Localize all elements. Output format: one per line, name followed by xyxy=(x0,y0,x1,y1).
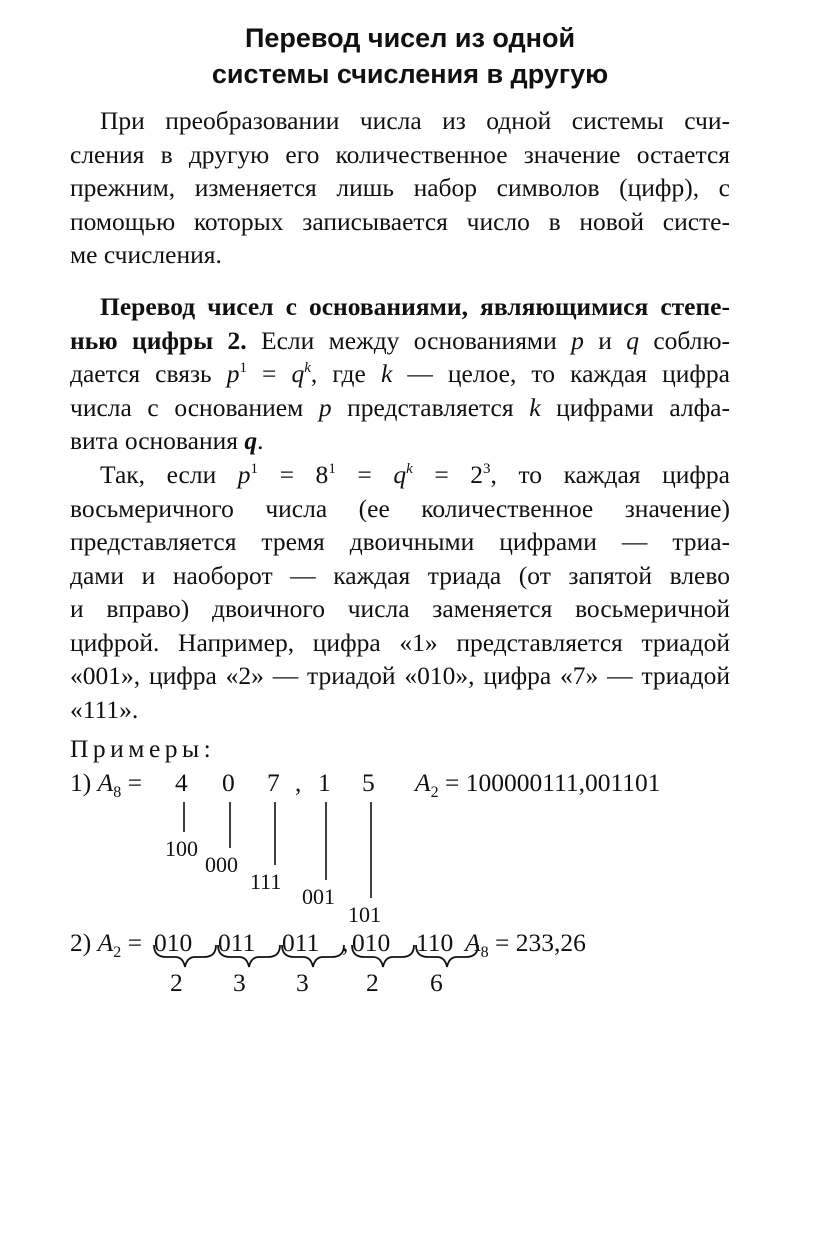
binary-triad: 101 xyxy=(348,902,381,927)
intro-line-1: При преобразовании числа из одной системы счи- xyxy=(100,106,730,135)
octal-digit: 1 xyxy=(318,768,331,797)
section-paragraph: Перевод чисел с основаниями, являющимися степе- нью цифры 2. Если между основаниями p и q соблю- дается связь $p^1 = q^k$, где k — целое, то каждая цифра числа с основанием p представляется k цифрами алфа- вита основания q. xyxy=(70,292,730,455)
binary-group: 010 xyxy=(352,928,391,957)
octal-line-3: представляется тремя двоичными цифрами — триа- xyxy=(70,527,730,556)
binary-triad: 001 xyxy=(302,884,335,909)
octal-paragraph: Так, если $p^1 = 8^1 = q^k = 2^3$, то каждая цифра восьмеричного числа (ее количественное значение) представляется тремя двоичными цифрами — триа- дами и наоборот — каждая триада (от запятой влево и вправо) двоичного числа заменяется восьмеричной цифрой. Например, цифра «1» представляется триадой «001», цифра «2» — триадой «010», цифра «7» — триадой «111». xyxy=(70,458,730,726)
octal-result-digit: 3 xyxy=(233,968,246,997)
binary-group: 011 xyxy=(218,928,256,957)
octal-digit: 0 xyxy=(222,768,235,797)
intro-paragraph xyxy=(70,104,730,272)
intro-line-3: прежним, изменяется лишь набор символов (цифр), с xyxy=(70,173,730,202)
example-2-result: $A_8 = 233,26$ xyxy=(465,928,586,961)
example-1-label: 1) $A_8$ = xyxy=(70,768,142,801)
examples-heading: Примеры: xyxy=(70,734,216,763)
octal-line-7: «001», цифра «2» — триадой «010», цифра «7» — триадой xyxy=(70,661,730,690)
octal-digit: 5 xyxy=(362,768,375,797)
section-heading-a: Перевод чисел с основаниями, являющимися степе- xyxy=(100,292,730,321)
examples-block xyxy=(70,730,750,1010)
binary-group: 110 xyxy=(416,928,454,957)
octal-line-2: восьмеричного числа (ее количественное значение) xyxy=(70,493,730,523)
octal-comma: , xyxy=(295,768,302,797)
intro-line-2: сления в другую его количественное значение остается xyxy=(70,139,730,169)
octal-line-4: дами и наоборот — каждая триада (от запятой влево xyxy=(70,560,730,590)
octal-digit: 7 xyxy=(267,768,280,797)
octal-line-6: цифрой. Например, цифра «1» представляется триадой xyxy=(70,627,730,657)
binary-group: 010 xyxy=(154,928,193,957)
intro-line-4: помощью которых записывается число в новой систе- xyxy=(70,206,730,236)
octal-line-8: «111». xyxy=(70,694,139,724)
octal-result-digit: 2 xyxy=(366,968,379,997)
section-heading-b: нью цифры 2. xyxy=(70,325,247,355)
octal-result-digit: 3 xyxy=(296,968,309,997)
binary-comma: , xyxy=(342,928,349,957)
octal-result-digit: 6 xyxy=(430,968,443,997)
binary-triad: 000 xyxy=(205,852,238,877)
example-1-result: $A_2 = 100000111,001101$ xyxy=(415,768,661,801)
octal-result-digit: 2 xyxy=(170,968,183,997)
octal-line-5: и вправо) двоичного числа заменяется восьмеричной xyxy=(70,594,730,623)
binary-triad: 111 xyxy=(250,869,282,894)
binary-triad: 100 xyxy=(165,836,198,861)
octal-digit: 4 xyxy=(175,768,188,797)
page-title xyxy=(60,20,760,92)
title-line-1: Перевод чисел из одной xyxy=(244,23,576,53)
binary-group: 011 xyxy=(282,928,320,957)
example-2-label: 2) $A_2$ = xyxy=(70,928,142,961)
title-line-2: системы счисления в другую xyxy=(211,59,609,89)
intro-line-5: ме счисления. xyxy=(70,240,222,269)
